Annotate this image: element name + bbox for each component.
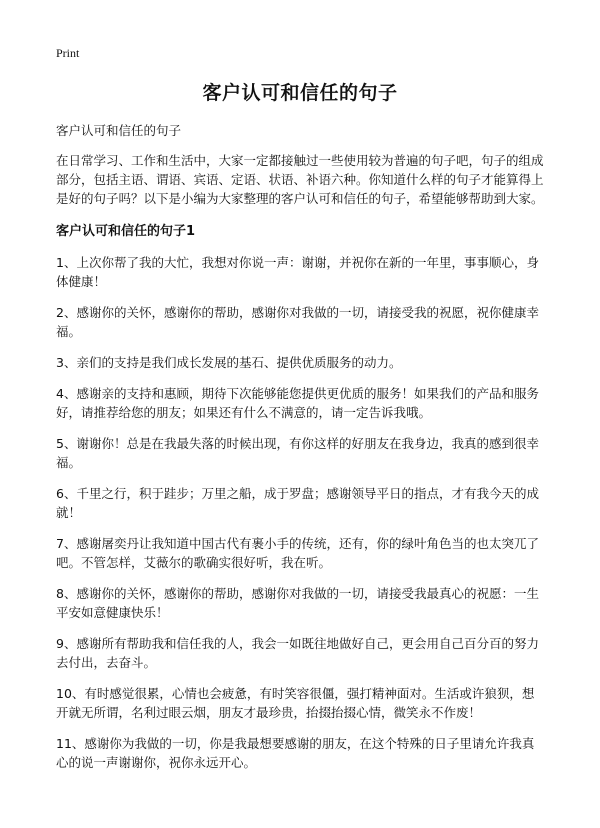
print-link[interactable]: Print (56, 46, 80, 60)
sentence-item-9: 9、感谢所有帮助我和信任我的人，我会一如既往地做好自己，更会用自己百分百的努力去付出，去奋斗。 (56, 636, 539, 670)
article-subtitle: 客户认可和信任的句子 (56, 123, 182, 138)
sentence-item-7: 7、感谢屠奕丹让我知道中国古代有裹小手的传统，还有，你的绿叶角色当的也太突兀了吧。不管怎样，艾薇尔的歌确实很好听，我在听。 (56, 536, 539, 570)
sentence-item-10: 10、有时感觉很累，心情也会疲惫，有时笑容很僵，强打精神面对。生活或许狼狈，想开就无所谓，名利过眼云烟，朋友才最珍贵，抬掇抬掇心情，微笑永不作废！ (56, 686, 535, 720)
page-title: 客户认可和信任的句子 (202, 82, 398, 104)
sentence-item-1: 1、上次你帮了我的大忙，我想对你说一声：谢谢，并祝你在新的一年里，事事顺心，身体健康！ (56, 255, 539, 289)
sentence-item-6: 6、千里之行，积于跬步；万里之船，成于罗盘；感谢领导平日的指点，才有我今天的成就！ (56, 486, 539, 520)
section-heading: 客户认可和信任的句子1 (56, 224, 196, 239)
sentence-item-2: 2、感谢你的关怀，感谢你的帮助，感谢你对我做的一切，请接受我的祝愿，祝你健康幸福。 (56, 305, 539, 339)
sentence-item-8: 8、感谢你的关怀，感谢你的帮助，感谢你对我做的一切，请接受我最真心的祝愿：一生平安如意健康快乐！ (56, 586, 539, 620)
sentence-item-4: 4、感谢亲的支持和惠顾，期待下次能够能您提供更优质的服务！如果我们的产品和服务好，请推荐给您的朋友；如果还有什么不满意的，请一定告诉我哦。 (56, 386, 539, 420)
intro-paragraph: 在日常学习、工作和生活中，大家一定都接触过一些使用较为普遍的句子吧，句子的组成部分，包括主语、谓语、宾语、定语、状语、补语六种。你知道什么样的句子才能算得上是好的句子吗？以下是小编为大家整理的客户认可和信任的句子，希望能够帮助到大家。 (56, 153, 544, 206)
sentence-item-11: 11、感谢你为我做的一切，你是我最想要感谢的朋友，在这个特殊的日子里请允许我真心的说一声谢谢你，祝你永远开心。 (56, 736, 535, 770)
article-body (56, 121, 546, 784)
sentence-item-3: 3、亲们的支持是我们成长发展的基石、提供优质服务的动力。 (56, 355, 402, 370)
sentence-item-5: 5、谢谢你！总是在我最失落的时候出现，有你这样的好朋友在我身边，我真的感到很幸福。 (56, 436, 539, 470)
